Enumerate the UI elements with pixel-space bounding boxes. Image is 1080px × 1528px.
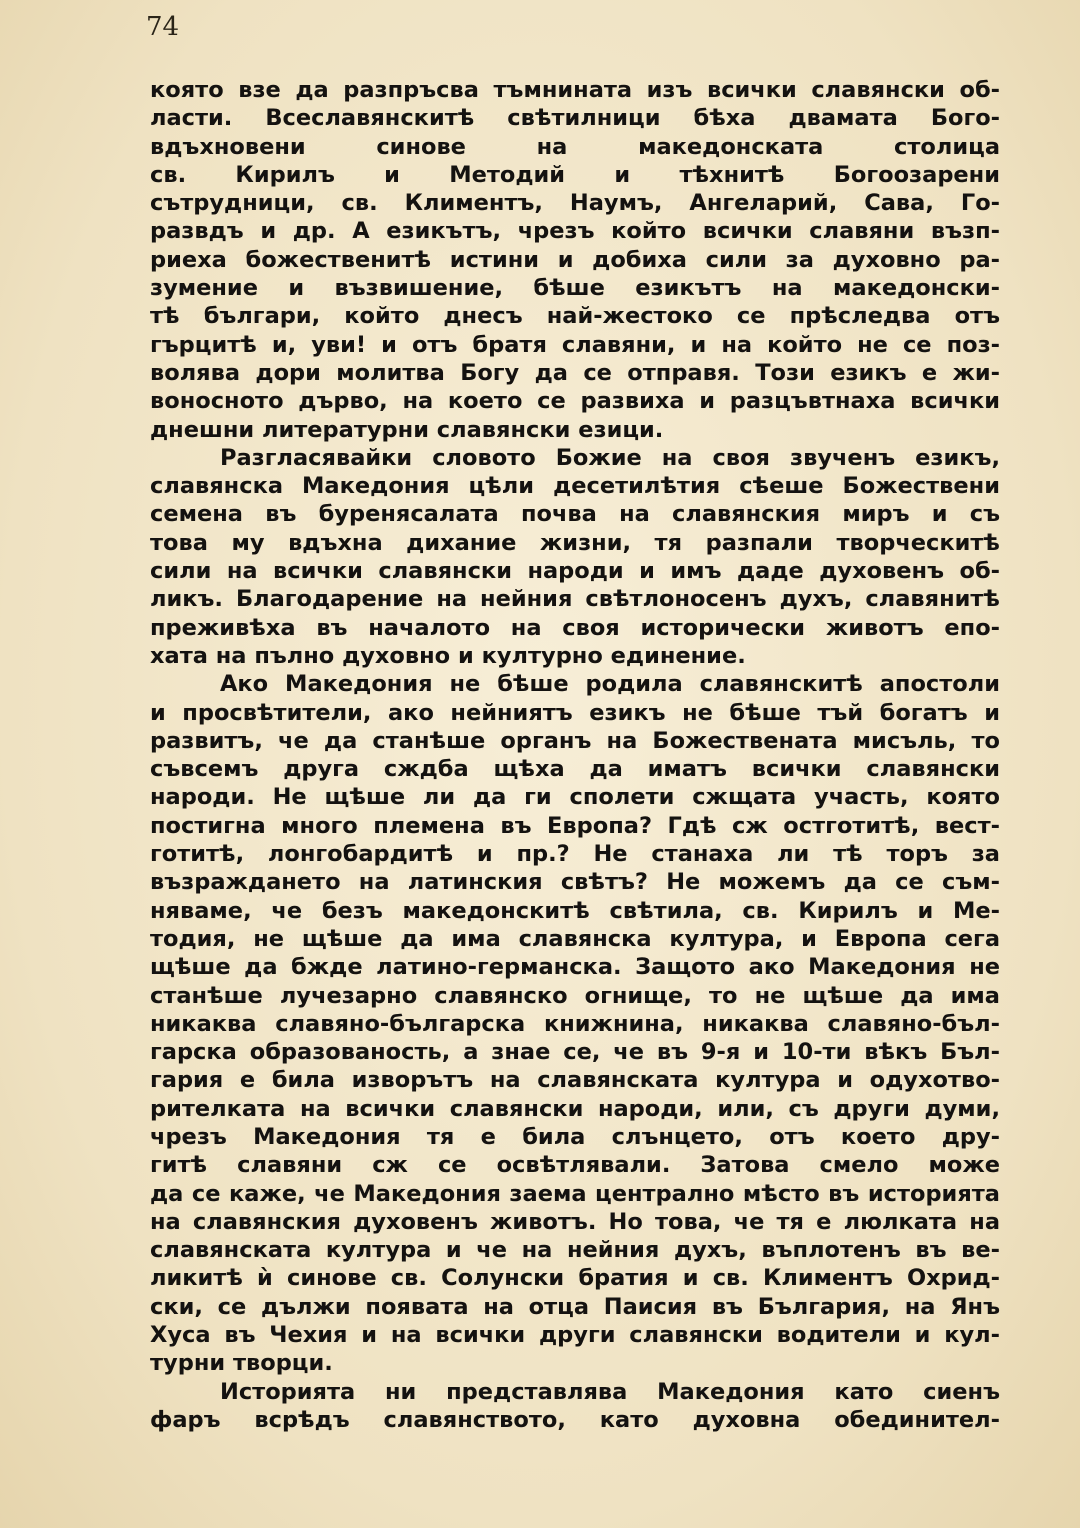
text-line: ликъ. Благодарение на нейния свѣтлоносенъ духъ, славянитѣ xyxy=(150,586,1000,613)
text-line: днешни литературни славянски езици. xyxy=(150,416,664,443)
text-line: на славянския духовенъ животъ. Но това, че тя е люлката на xyxy=(150,1208,1000,1235)
text-line: Разгласявайки словото Божие на своя звученъ езикъ, xyxy=(220,444,1000,471)
text-line: турни творци. xyxy=(150,1350,333,1377)
body-text xyxy=(150,76,1000,1434)
text-line: постигна много племена въ Европа? Гдѣ сж остготитѣ, вест- xyxy=(150,812,1000,839)
text-line: славянска Македония цѣли десетилѣтия сѣеше Божествени xyxy=(150,473,1000,500)
text-line: хата на пълно духовно и културно единение. xyxy=(150,642,746,669)
text-line: съвсемъ друга сждба щѣха да иматъ всички славянски xyxy=(150,756,1000,783)
text-line: Историята ни представлява Македония като сиенъ xyxy=(220,1378,1000,1405)
text-line: това му вдъхна дихание жизни, тя разпали творческитѣ xyxy=(150,529,1000,556)
text-line: която взе да разпръсва тъмнината изъ всички славянски об- xyxy=(150,77,1000,103)
text-line: ски, се дължи появата на отца Паисия въ България, на Янъ xyxy=(150,1293,1000,1320)
text-line: гарска образованость, а знае се, че въ 9-я и 10-ти вѣкъ Бъл- xyxy=(150,1039,1000,1066)
text-line: чрезъ Македония тя е била слънцето, отъ което дру- xyxy=(150,1123,1000,1150)
text-line: сили на всички славянски народи и имъ даде духовенъ об- xyxy=(150,558,1000,585)
text-line: фаръ всрѣдъ славянството, като духовна обединител- xyxy=(150,1406,1000,1433)
text-line: Ако Македония не бѣше родила славянскитѣ апостоли xyxy=(220,671,1000,698)
text-line: да се каже, че Македония заема централно мѣсто въ историята xyxy=(150,1180,1000,1207)
text-line: и просвѣтители, ако нейниятъ езикъ не бѣше тъй богатъ и xyxy=(150,699,1000,726)
text-line: вдъхновени синове на македонската столица xyxy=(150,133,1000,160)
text-line: риеха божественитѣ истини и добиха сили за духовно ра- xyxy=(150,246,1000,273)
text-line: ласти. Всеславянскитѣ свѣтилници бѣха двамата Бого- xyxy=(150,105,1000,132)
text-line: развдъ и др. А езикътъ, чрезъ който всички славяни възп- xyxy=(150,218,1000,245)
text-line: народи. Не щѣше ли да ги сполети сжщата участь, която xyxy=(150,784,1000,811)
text-line: волява дори молитва Богу да се отправя. Този езикъ е жи- xyxy=(150,359,1000,386)
text-line: възраждането на латинския свѣтъ? Не можемъ да се съм- xyxy=(150,869,1000,896)
text-line: тодия, не щѣше да има славянска култура, и Европа сега xyxy=(150,925,1000,952)
text-line: ликитѣ ѝ синове св. Солунски братия и св. Климентъ Охрид- xyxy=(150,1265,1000,1292)
text-line: готитѣ, лонгобардитѣ и пр.? Не станаха ли тѣ торъ за xyxy=(150,841,1000,868)
text-line: станѣше лучезарно славянско огнище, то не щѣше да има xyxy=(150,982,1000,1009)
text-line: славянската култура и че на нейния духъ, въплотенъ въ ве- xyxy=(150,1237,1000,1264)
text-line: развитъ, че да станѣше органъ на Божествената мисъль, то xyxy=(150,727,1000,754)
text-line: рителката на всички славянски народи, или, съ други думи, xyxy=(150,1095,1000,1122)
text-line: няваме, че безъ македонскитѣ свѣтила, св. Кирилъ и Ме- xyxy=(150,897,1000,924)
text-line: сътрудници, св. Климентъ, Наумъ, Ангеларий, Сава, Го- xyxy=(150,190,1000,217)
text-line: семена въ буренясалата почва на славянския миръ и съ xyxy=(150,501,1000,528)
text-line: зумение и възвишение, бѣше езикътъ на македонски- xyxy=(150,275,1000,302)
text-line: гария е била изворътъ на славянската култура и одухотво- xyxy=(150,1067,1000,1094)
text-line: воносното дърво, на което се развиха и разцъвтнаха всички xyxy=(150,388,1000,415)
text-line: гърцитѣ и, уви! и отъ братя славяни, и на който не се поз- xyxy=(150,331,1000,358)
text-line: тѣ българи, който днесъ най-жестоко се прѣследва отъ xyxy=(150,303,1000,330)
text-line: щѣше да бжде латино-германска. Защото ако Македония не xyxy=(150,954,1000,981)
text-line: никаква славяно-българска книжнина, никаква славяно-бъл- xyxy=(150,1010,1000,1037)
text-line: св. Кирилъ и Методий и тѣхнитѣ Богоозарени xyxy=(150,161,1000,188)
text-line: гитѣ славяни сж се освѣтлявали. Затова смело може xyxy=(150,1152,1000,1179)
page-number: 74 xyxy=(146,12,180,42)
text-line: преживѣха въ началото на своя исторически животъ епо- xyxy=(150,614,1000,641)
text-line: Хуса въ Чехия и на всички други славянски водители и кул- xyxy=(150,1322,1000,1349)
